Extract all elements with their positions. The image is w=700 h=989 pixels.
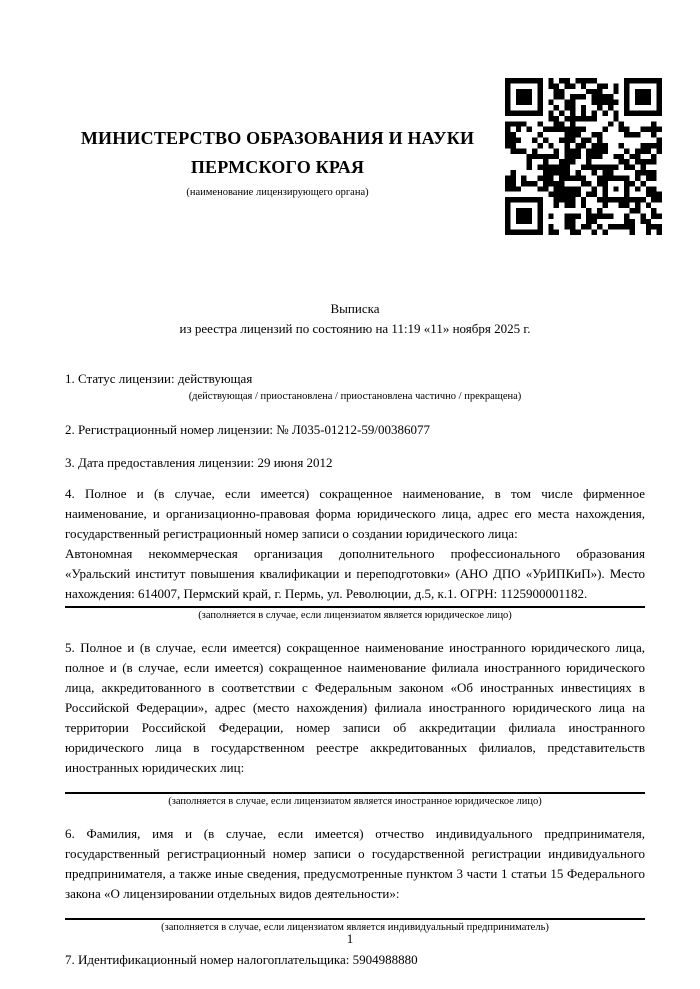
section-individual-entrepreneur [65,824,645,934]
doc-title-line1: Выписка [330,301,380,316]
section-legal-entity [65,484,645,622]
license-reg-number: 2. Регистрационный номер лицензии: № Л035-01212-59/00386077 [65,422,431,437]
foreign-entity-question: 5. Полное и (в случае, если имеется) сокращенное наименование иностранного юридического лица, полное и (в случае, если имеется) сокращенное наименование филиала иностранного юридического лица, аккредитованного в соответствии с Федеральным законом «Об иностранных инвестициях в Российской Федерации», адрес (место нахождения) филиала иностранного юридического лица на территории Российской Федерации, номер записи об аккредитации филиала иностранного юридического лица в государственном реестре аккредитованных филиалов, представительств иностранных юридических лиц: [65,640,645,775]
fill-in-line [65,918,645,920]
license-status-caption: (действующая / приостановлена / приостановлена частично / прекращена) [188,391,522,402]
legal-entity-question: 4. Полное и (в случае, если имеется) сокращенное наименование, в том числе фирменное наименование, и организационно-правовая форма юридического лица, адрес его места нахождения, государственный регистрационный номер записи о создании юридического лица: [65,486,645,541]
taxpayer-id: 7. Идентификационный номер налогоплательщика: 5904988880 [65,952,418,967]
document-body [65,299,645,970]
section-license-status [65,369,645,403]
foreign-entity-caption: (заполняется в случае, если лицензиатом является иностранное юридическое лицо) [168,796,542,807]
document-header [0,0,700,235]
individual-entrepreneur-question: 6. Фамилия, имя и (в случае, если имеется) отчество индивидуального предпринимателя, государственный регистрационный номер записи о государственной регистрации индивидуального предпринимателя, а также иные сведения, предусмотренные пунктом 3 части 1 статьи 15 Федерального закона «О лицензировании отдельных видов деятельности»: [65,826,645,901]
org-name-caption: (наименование лицензирующего органа) [186,187,369,198]
licensing-authority-block [65,78,490,199]
legal-entity-caption: (заполняется в случае, если лицензиатом является юридическое лицо) [198,610,512,621]
section-foreign-entity [65,638,645,808]
fill-in-line [65,792,645,794]
doc-title [65,299,645,339]
license-status-text: 1. Статус лицензии: действующая [65,371,253,386]
license-grant-date: 3. Дата предоставления лицензии: 29 июня 2012 [65,455,333,470]
page-number: 1 [346,931,354,946]
fill-in-line [65,606,645,608]
qr-code-icon [505,78,662,235]
individual-entrepreneur-caption: (заполняется в случае, если лицензиатом является индивидуальный предприниматель) [161,922,549,933]
org-name-line2: ПЕРМСКОГО КРАЯ [190,157,365,177]
doc-title-line2: из реестра лицензий по состоянию на 11:19 «11» ноября 2025 г. [179,321,531,336]
legal-entity-value: Автономная некоммерческая организация дополнительного профессионального образования «Уральский институт повышения квалификации и переподготовки» (АНО ДПО «УрИПКиП»). Место нахождения: 614007, Пермский край, г. Пермь, ул. Революции, д.5, к.1. ОГРН: 1125900001182. [65,546,645,601]
org-name-line1: МИНИСТЕРСТВО ОБРАЗОВАНИЯ И НАУКИ [80,128,475,148]
org-name [65,124,490,182]
